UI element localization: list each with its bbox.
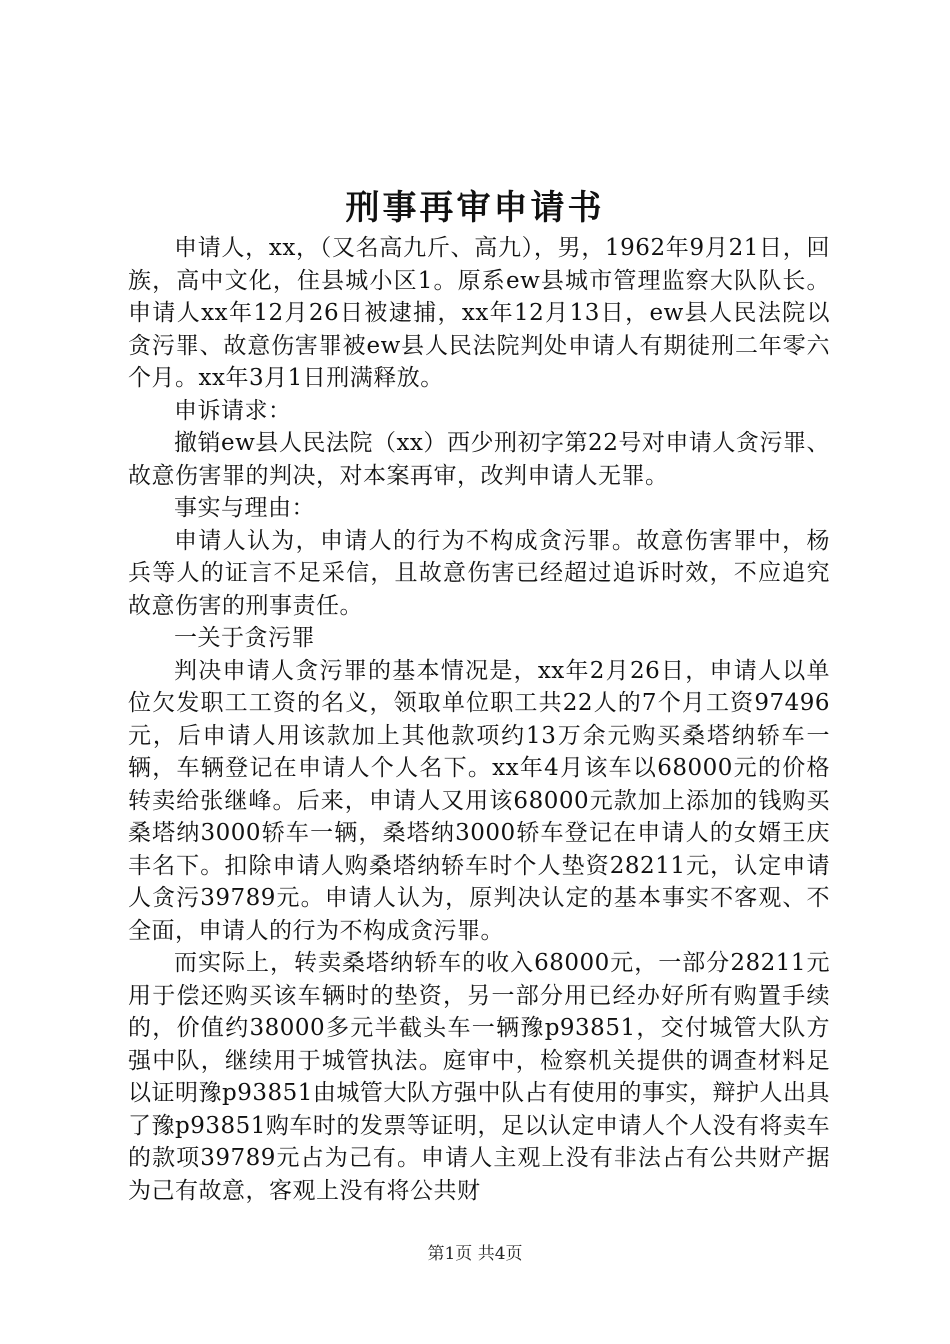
embezzlement-facts-paragraph: 判决申请人贪污罪的基本情况是，xx年2月26日，申请人以单位欠发职工工资的名义，领取单位职工共22人的7个月工资97496元，后申请人用该款加上其他款项约13万余元购买桑塔纳轿车一辆，车辆登记在申请人个人名下。xx年4月该车以68000元的价格转卖给张继峰。后来，申请人又用该68000元款加上添加的钱购买桑塔纳3000轿车一辆，桑塔纳3000轿车登记在申请人的女婿王庆丰名下。扣除申请人购桑塔纳轿车时个人垫资28211元，认定申请人贪污39789元。申请人认为，原判决认定的基本事实不客观、不全面，申请人的行为不构成贪污罪。 (128, 657, 830, 944)
facts-reasons-paragraph: 申请人认为，申请人的行为不构成贪污罪。故意伤害罪中，杨兵等人的证言不足采信，且故意伤害已经超过追诉时效，不应追究故意伤害的刑事责任。 (128, 527, 830, 619)
facts-reasons-heading: 事实与理由： (174, 495, 315, 521)
page-number-footer: 第1页 共4页 (427, 1244, 523, 1264)
actual-situation-paragraph: 而实际上，转卖桑塔纳轿车的收入68000元，一部分28211元用于偿还购买该车辆时的垫资，另一部分用已经办好所有购置手续的，价值约38000多元半截头车一辆豫p93851，交付城管大队方强中队，继续用于城管执法。庭审中，检察机关提供的调查材料足以证明豫p93851由城管大队方强中队占有使用的事实，辩护人出具了豫p93851购车时的发票等证明，足以认定申请人个人没有将卖车的款项39789元占为己有。申请人主观上没有非法占有公共财产据为己有故意，客观上没有将公共财 (128, 950, 830, 1204)
document-title: 刑事再审申请书 (345, 188, 605, 228)
applicant-info-paragraph: 申请人，xx，（又名高九斤、高九），男，1962年9月21日，回族，高中文化，住县城小区1。原系ew县城市管理监察大队队长。申请人xx年12月26日被逮捕，xx年12月13日，ew县人民法院以贪污罪、故意伤害罪被ew县人民法院判处申请人有期徒刑二年零六个月。xx年3月1日刑满释放。 (128, 235, 830, 391)
embezzlement-section-heading: 一关于贪污罪 (174, 625, 315, 651)
petition-request-paragraph: 撤销ew县人民法院（xx）西少刑初字第22号对申请人贪污罪、故意伤害罪的判决，对本案再审，改判申请人无罪。 (128, 430, 830, 489)
petition-request-heading: 申诉请求： (174, 397, 292, 424)
document-body (128, 232, 830, 1207)
